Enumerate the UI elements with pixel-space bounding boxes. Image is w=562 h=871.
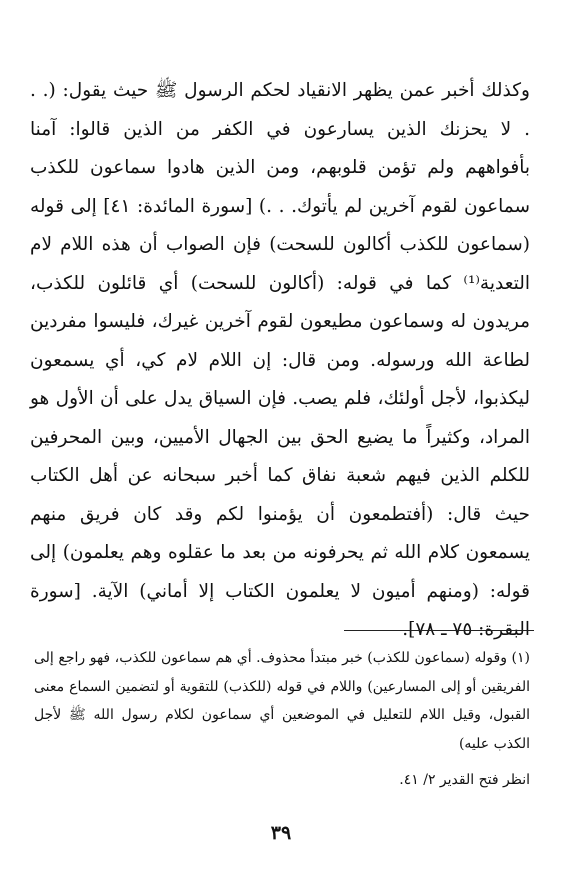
footnote-1: (١) وقوله (سماعون للكذب) خبر مبتدأ محذوف. أي هم سماعون للكذب، فهو راجع إلى الفريقين أو إلى المسارعين) واللام في قوله (للكذب) للتقوية أو لتضمين السماع معنى القبول، وقيل اللام للتعليل في الموضعين أي سماعون لكلام رسول الله ﷺ لأجل الكذب عليه) bbox=[34, 650, 530, 752]
main-text-block bbox=[30, 72, 530, 650]
footnote-separator bbox=[344, 630, 534, 631]
footnotes-block bbox=[34, 644, 530, 795]
main-paragraph: وكذلك أخبر عمن يظهر الانقياد لحكم الرسول ﷺ حيث يقول: (. . . لا يحزنك الذين يسارعون في الكفر من الذين قالوا: آمنا بأفواههم ولم تؤمن قلوبهم، ومن الذين هادوا سماعون للكذب سماعون لقوم آخرين لم يأتوك. . .) [سورة المائدة: ٤١] إلى قوله (سماعون للكذب أكالون للسحت) فإن الصواب أن هذه اللام لام التعدية⁽¹⁾ كما في قوله: (أكالون للسحت) أي قائلون للكذب، مريدون له وسماعون مطيعون لقوم آخرين غيرك، فليسوا مفردين لطاعة الله ورسوله. ومن قال: إن اللام لام كي، أي يسمعون ليكذبوا، لأجل أولئك، فلم يصب. فإن السياق يدل على أن الأول هو المراد، وكثيراً ما يضيع الحق بين الجهال الأميين، وبين المحرفين للكلم الذين فيهم شعبة نفاق كما أخبر سبحانه عن أهل الكتاب حيث قال: (أفتطمعون أن يؤمنوا لكم وقد كان فريق منهم يسمعون كلام الله ثم يحرفونه من بعد ما عقلوه وهم يعلمون) إلى قوله: (ومنهم أميون لا يعلمون الكتاب إلا أماني) الآية. [سورة البقرة: ٧٥ ـ ٧٨]. bbox=[30, 80, 530, 640]
page-number: ٣٩ bbox=[270, 822, 292, 844]
footnote-reference: انظر فتح القدير ٢/ ٤١. bbox=[399, 772, 530, 788]
